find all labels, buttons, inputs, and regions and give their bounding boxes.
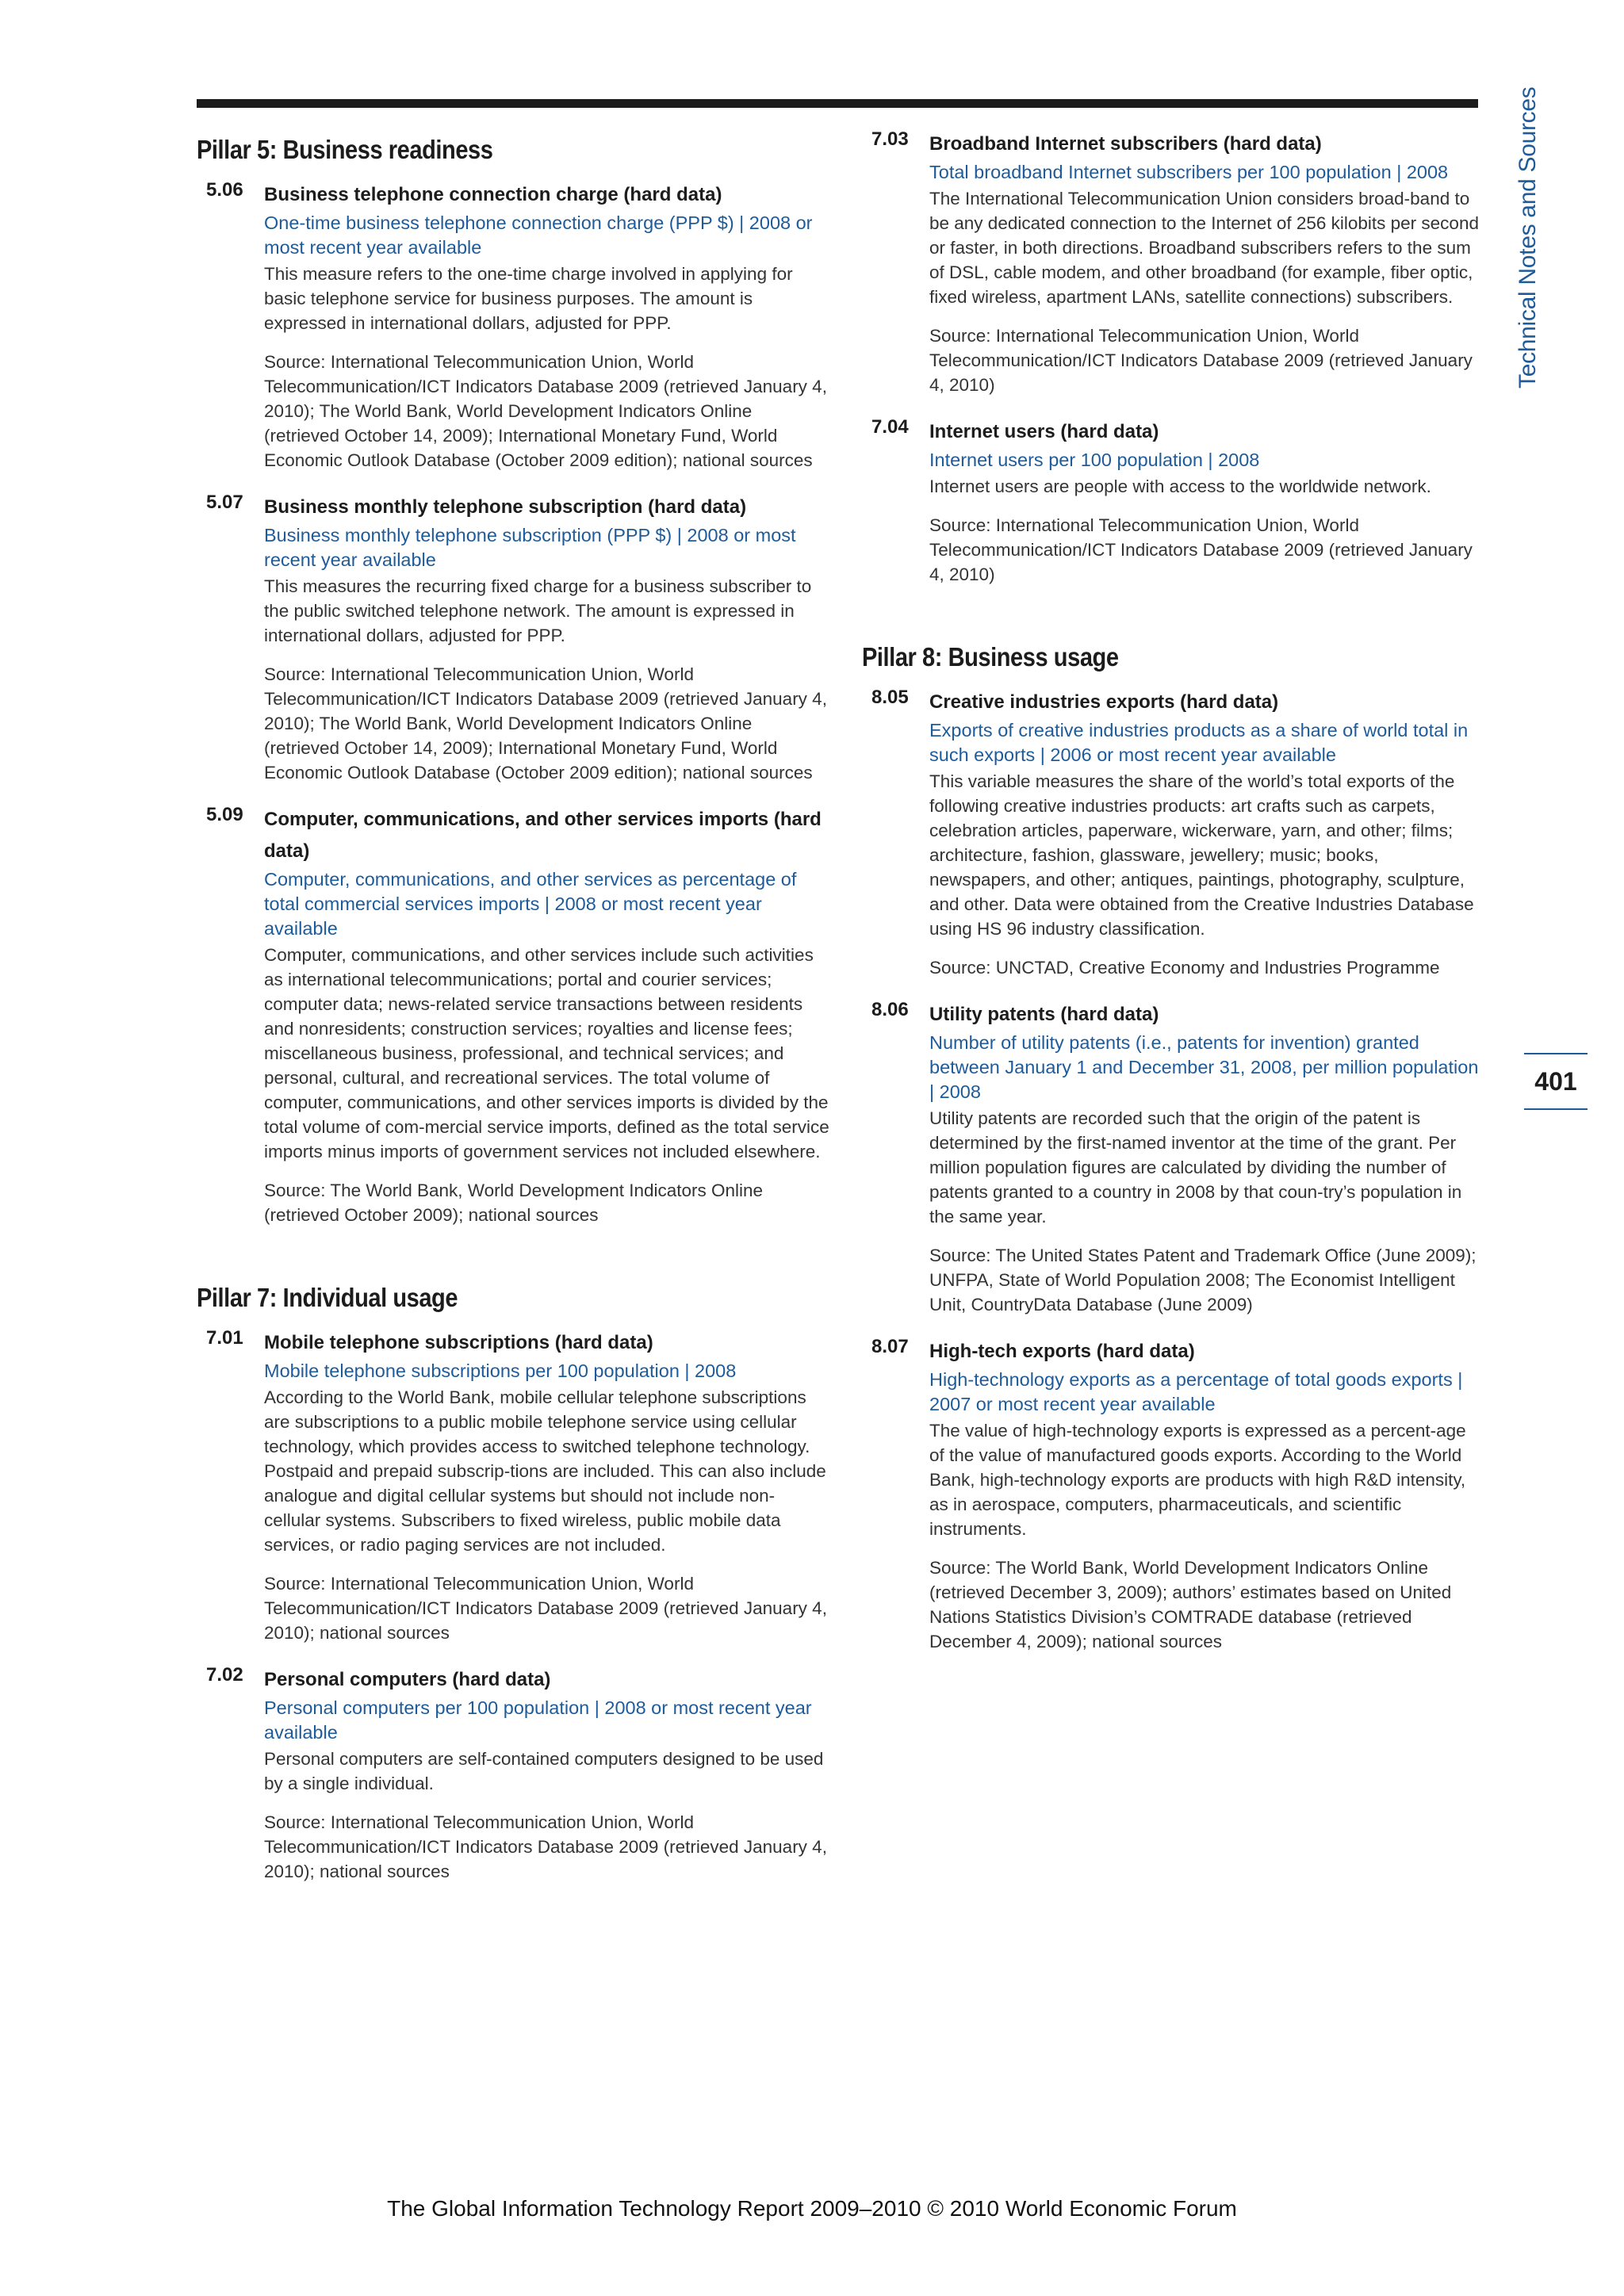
entry-subtitle: Mobile telephone subscriptions per 100 population | 2008 <box>264 1360 737 1381</box>
entry-description: This variable measures the share of the world’s total exports of the following creative industries products: art crafts such as carpets, celebration articles, paperware, wickerware, yarn, and other; films; architecture, fashion, glassware, jewellery; music; books, newspapers, and other; antiques, paintings, photography, sculpture, and other. Data were obtained from the Creative Industries Database using HS 96 industry classification. <box>929 771 1474 939</box>
entry-number: 7.01 <box>206 1327 243 1349</box>
entry-subtitle: Total broadband Internet subscribers per 100 population | 2008 <box>929 162 1449 182</box>
entry-source: Source: International Telecommunication Union, World Telecommunication/ICT Indicators Database 2009 (retrieved January 4, 2010) <box>929 326 1473 395</box>
entry-source: Source: The World Bank, World Development Indicators Online (retrieved October 2009); national sources <box>264 1181 764 1225</box>
entry-number: 5.06 <box>206 179 243 201</box>
entry <box>197 492 831 785</box>
entry-heading: Computer, communications, and other services imports (hard data) <box>264 809 822 862</box>
left-column <box>197 135 831 1909</box>
entry-source: Source: International Telecommunication Union, World Telecommunication/ICT Indicators Database 2009 (retrieved January 4, 2010); national sources <box>264 1574 827 1643</box>
entry-description: This measure refers to the one-time charge involved in applying for basic telephone service for business purposes. The amount is expressed in international dollars, adjusted for PPP. <box>264 264 793 333</box>
entry-subtitle: Exports of creative industries products as a share of world total in such exports | 2006 or most recent year available <box>929 720 1469 765</box>
entry-heading: Creative industries exports (hard data) <box>929 691 1279 713</box>
entry-source: Source: International Telecommunication Union, World Telecommunication/ICT Indicators Database 2009 (retrieved January 4, 2010) <box>929 515 1473 584</box>
page-number-box <box>1524 1053 1588 1110</box>
entry-subtitle: Business monthly telephone subscription (PPP $) | 2008 or most recent year available <box>264 525 796 570</box>
entry-subtitle: Internet users per 100 population | 2008 <box>929 450 1260 470</box>
entry-source: Source: International Telecommunication Union, World Telecommunication/ICT Indicators Database 2009 (retrieved January 4, 2010); national sources <box>264 1812 827 1881</box>
top-rule <box>197 99 1478 108</box>
entry <box>197 1664 831 1884</box>
entry <box>197 179 831 473</box>
entry <box>862 416 1480 587</box>
entry-description: The value of high-technology exports is expressed as a percent-age of the value of manufactured goods exports. According to the World Bank, high-technology exports are products with high R&D intensity, as in aerospace, computers, pharmaceuticals, and scientific instruments. <box>929 1421 1466 1539</box>
entry-number: 5.09 <box>206 804 243 825</box>
entry-subtitle: Number of utility patents (i.e., patents for invention) granted between January 1 and December 31, 2008, per million population | 2008 <box>929 1032 1479 1102</box>
entry-source: Source: The United States Patent and Trademark Office (June 2009); UNFPA, State of World Population 2008; The Economist Intelligent Unit, CountryData Database (June 2009) <box>929 1246 1477 1314</box>
entry-description: According to the World Bank, mobile cellular telephone subscriptions are subscriptions to a public mobile telephone service using cellular technology, which provides access to switched telephone technology. Postpaid and prepaid subscrip-tions are included. This can also include analogue and digital cellular systems but should not include non-cellular systems. Subscribers to fixed wireless, public mobile data services, or radio paging services are not included. <box>264 1387 826 1555</box>
entry-number: 8.05 <box>871 687 909 708</box>
entry <box>862 999 1480 1317</box>
section-label: Technical Notes and Sources <box>1515 86 1541 388</box>
entry-source: Source: International Telecommunication Union, World Telecommunication/ICT Indicators Database 2009 (retrieved January 4, 2010); The World Bank, World Development Indicators Online (retrieved October 14, 2009); International Monetary Fund, World Economic Outlook Database (October 2009 edition); national sources <box>264 352 827 470</box>
entry <box>197 1327 831 1645</box>
entry-subtitle: Computer, communications, and other services as percentage of total commercial services imports | 2008 or most recent year available <box>264 869 797 939</box>
entry <box>862 1336 1480 1654</box>
entry-heading: Business monthly telephone subscription (hard data) <box>264 496 747 518</box>
entry-number: 7.02 <box>206 1664 243 1686</box>
entry-heading: High-tech exports (hard data) <box>929 1341 1195 1362</box>
page-number: 401 <box>1534 1066 1577 1096</box>
entry <box>862 687 1480 980</box>
entry-source: Source: The World Bank, World Development Indicators Online (retrieved December 3, 2009); authors’ estimates based on United Nations Statistics Division’s COMTRADE database (retrieved December 4, 2009); national sources <box>929 1558 1452 1651</box>
entry-description: This measures the recurring fixed charge for a business subscriber to the public switched telephone network. The amount is expressed in international dollars, adjusted for PPP. <box>264 576 812 645</box>
pillar-title: Pillar 7: Individual usage <box>197 1283 458 1312</box>
entry-description: Utility patents are recorded such that the origin of the patent is determined by the first-named inventor at the time of the grant. Per million population figures are calculated by dividing the number of patents granted to a country in 2008 by that coun-try’s population in the same year. <box>929 1108 1462 1226</box>
entry-source: Source: International Telecommunication Union, World Telecommunication/ICT Indicators Database 2009 (retrieved January 4, 2010); The World Bank, World Development Indicators Online (retrieved October 14, 2009); International Monetary Fund, World Economic Outlook Database (October 2009 edition); national sources <box>264 664 827 783</box>
entry-number: 5.07 <box>206 492 243 513</box>
entry-subtitle: One-time business telephone connection charge (PPP $) | 2008 or most recent year available <box>264 212 813 258</box>
entry-heading: Mobile telephone subscriptions (hard data) <box>264 1332 653 1353</box>
entry-heading: Personal computers (hard data) <box>264 1669 551 1690</box>
entry <box>197 804 831 1227</box>
entry-description: The International Telecommunication Union considers broad-band to be any dedicated connection to the Internet of 256 kilobits per second or faster, in both directions. Broadband subscribers refers to the sum of DSL, cable modem, and other broadband (for example, fiber optic, fixed wireless, apartment LANs, satellite connections) subscribers. <box>929 189 1479 307</box>
entry-number: 8.06 <box>871 999 909 1020</box>
entry-number: 7.04 <box>871 416 909 438</box>
entry-description: Personal computers are self-contained computers designed to be used by a single individual. <box>264 1749 824 1793</box>
pillar-title: Pillar 8: Business usage <box>862 642 1119 672</box>
pillar-title: Pillar 5: Business readiness <box>197 135 493 164</box>
entry-description: Computer, communications, and other services include such activities as international telecommunications; portal and courier services; computer data; news-related service transactions between residents and nonresidents; construction services; royalties and license fees; miscellaneous business, professional, and technical services; and personal, cultural, and recreational services. The total volume of computer, communications, and other services imports is divided by the total volume of com-mercial service imports, defined as the total service imports minus imports of government services not included elsewhere. <box>264 945 829 1161</box>
entry-heading: Business telephone connection charge (hard data) <box>264 184 722 205</box>
right-column <box>862 128 1480 1679</box>
entry-number: 7.03 <box>871 128 909 150</box>
entry-description: Internet users are people with access to the worldwide network. <box>929 476 1431 496</box>
entry-subtitle: High-technology exports as a percentage of total goods exports | 2007 or most recent year available <box>929 1369 1463 1414</box>
entry-heading: Internet users (hard data) <box>929 421 1159 442</box>
entry-number: 8.07 <box>871 1336 909 1357</box>
entry-heading: Utility patents (hard data) <box>929 1004 1159 1025</box>
entry-source: Source: UNCTAD, Creative Economy and Industries Programme <box>929 958 1440 978</box>
footer-text: The Global Information Technology Report 2009–2010 © 2010 World Economic Forum <box>387 2196 1237 2221</box>
entry <box>862 128 1480 397</box>
entry-subtitle: Personal computers per 100 population | 2008 or most recent year available <box>264 1697 812 1743</box>
entry-heading: Broadband Internet subscribers (hard data) <box>929 133 1322 155</box>
